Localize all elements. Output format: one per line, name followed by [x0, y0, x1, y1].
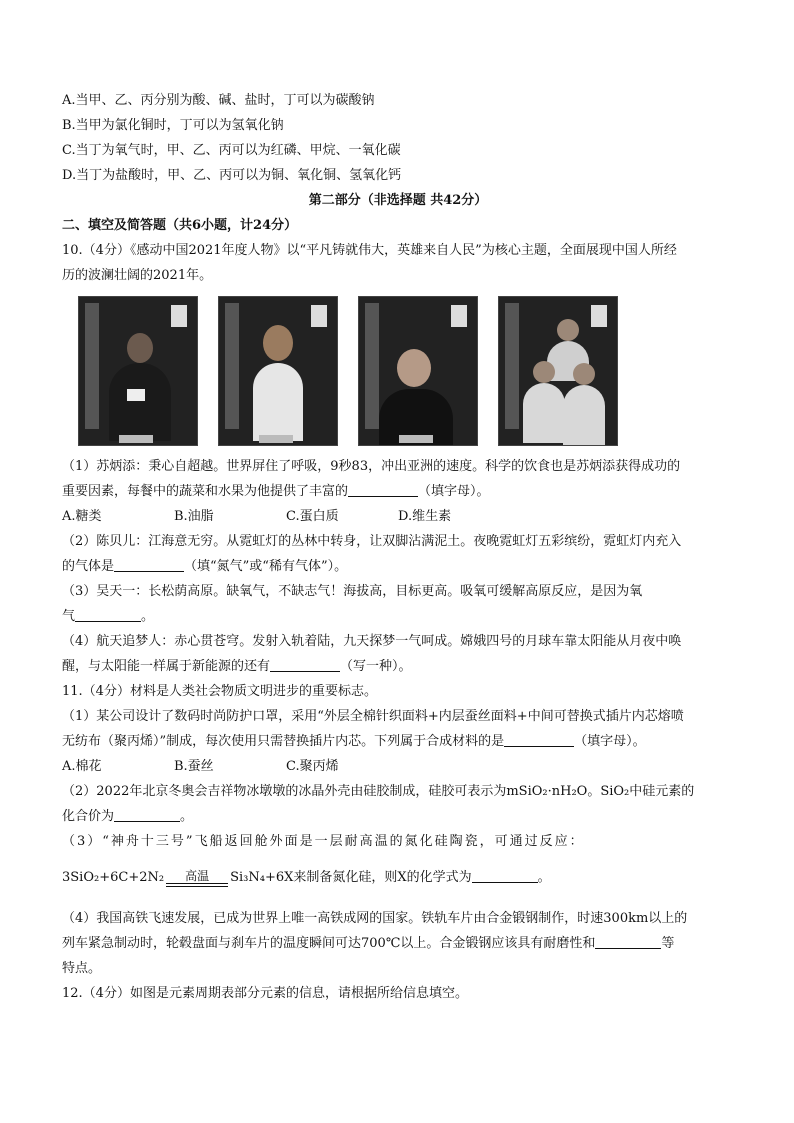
answer-blank[interactable]: [348, 482, 418, 497]
q9-option-c: C.当丁为氧气时，甲、乙、丙可以为红磷、甲烷、一氧化碳: [62, 143, 401, 158]
q10-sub4-line1: （4）航天追梦人：赤心贯苍穹。发射入轨着陆，九天探梦一气呵成。嫦娥四号的月球车靠太阳能从月夜中唤: [62, 634, 682, 649]
q9-option-d: D.当丁为盐酸时，甲、乙、丙可以为铜、氧化铜、氢氧化钙: [62, 168, 402, 183]
q11-stem: 11.（4分）材料是人类社会物质文明进步的重要标志。: [62, 684, 377, 699]
q10-sub1-line1: （1）苏炳添：秉心自超越。世界屏住了呼吸，9秒83，冲出亚洲的速度。科学的饮食也是苏炳添获得成功的: [62, 459, 681, 474]
q10-sub1-options: [62, 504, 734, 529]
q11-sub4-line2: 列车紧急制动时，轮毂盘面与刹车片的温度瞬间可达700℃以上。合金锻钢应该具有耐磨性和 等: [62, 936, 675, 951]
q11-sub4-line1: （4）我国高铁飞速发展，已成为世界上唯一高铁成网的国家。铁轨车片由合金锻钢制作，时速300km以上的: [62, 911, 688, 926]
answer-blank[interactable]: [270, 657, 340, 672]
q10-sub2-line1: （2）陈贝儿：江海意无穷。从霓虹灯的丛林中转身，让双脚沾满泥土。夜晚霓虹灯五彩缤纷，霓虹灯内充入: [62, 534, 682, 549]
answer-blank[interactable]: [114, 557, 184, 572]
q12-stem: 12.（4分）如图是元素周期表部分元素的信息，请根据所给信息填空。: [62, 986, 468, 1001]
answer-blank[interactable]: [114, 807, 180, 822]
q10-sub4-line2: 醒，与太阳能一样属于新能源的还有 （写一种）。: [62, 659, 412, 674]
answer-blank[interactable]: [75, 607, 141, 622]
q11-sub4-line3: 特点。: [62, 961, 102, 976]
q10-sub2-line2: 的气体是 （填“氮气”或“稀有气体”）。: [62, 559, 348, 574]
q10-sub1-line2: 重要因素，每餐中的蔬菜和水果为他提供了丰富的 （填字母）。: [62, 484, 490, 499]
photo-su-bingtian: [78, 296, 198, 446]
option-a: A.糖类: [62, 509, 102, 524]
reaction-condition: 高温: [166, 869, 228, 887]
q9-option-b: B.当甲为氯化铜时，丁可以为氢氧化钠: [62, 118, 284, 133]
q10-stem-line2: 历的波澜壮阔的2021年。: [62, 268, 213, 283]
q11-sub1-options: [62, 754, 734, 779]
q10-sub3-line1: （3）吴天一：长松荫高原。缺氧气，不缺志气！海拔高，目标更高。吸氧可缓解高原反应，是因为氧: [62, 584, 643, 599]
answer-blank[interactable]: [595, 934, 661, 949]
exam-page: [62, 88, 734, 1006]
q11-sub3-line1: （3）“神舟十三号”飞船返回舱外面是一层耐高温的氮化硅陶瓷，可通过反应：: [62, 834, 585, 849]
option-d: D.维生素: [398, 509, 452, 524]
equation-products: Si₃N₄+6X: [230, 870, 294, 885]
photo-astronauts: [498, 296, 618, 446]
option-b: B.油脂: [174, 509, 214, 524]
q10-photo-row: [78, 296, 734, 446]
option-c: C.聚丙烯: [286, 759, 339, 774]
q9-option-a: A.当甲、乙、丙分别为酸、碱、盐时，丁可以为碳酸钠: [62, 93, 375, 108]
q10-stem-line1: 10.（4分）《感动中国2021年度人物》以“平凡铸就伟大，英雄来自人民”为核心主题，全面展现中国人所经: [62, 243, 677, 258]
answer-blank[interactable]: [504, 732, 574, 747]
q10-sub3-line2: 气 。: [62, 609, 155, 624]
q11-sub3-equation-line: 3SiO₂+6C+2N₂ 高温 Si₃N₄+6X来制备氮化硅，则X的化学式为 。: [62, 868, 551, 885]
option-a: A.棉花: [62, 759, 102, 774]
option-c: C.蛋白质: [286, 509, 339, 524]
equation-reactants: 3SiO₂+6C+2N₂: [62, 870, 165, 885]
q11-sub2-line2: 化合价为 。: [62, 809, 194, 824]
q11-sub1-line2: 无纺布（聚丙烯）”制成，每次使用只需替换插片内芯。下列属于合成材料的是 （填字母）。: [62, 734, 646, 749]
answer-blank[interactable]: [472, 868, 538, 883]
option-b: B.蚕丝: [174, 759, 214, 774]
q11-sub1-line1: （1）某公司设计了数码时尚防护口罩，采用“外层全棉针织面料+内层蚕丝面料+中间可替换式插片内芯熔喷: [62, 709, 684, 724]
photo-chen-beier: [218, 296, 338, 446]
photo-wu-tianyi: [358, 296, 478, 446]
q11-sub2-line1: （2）2022年北京冬奥会吉祥物冰墩墩的冰晶外壳由硅胶制成，硅胶可表示为mSiO₂·nH₂O。SiO₂中硅元素的: [62, 784, 695, 799]
part-title: 第二部分（非选择题 共42分）: [308, 193, 488, 208]
section-title: 二、填空及简答题（共6小题，计24分）: [62, 218, 298, 233]
